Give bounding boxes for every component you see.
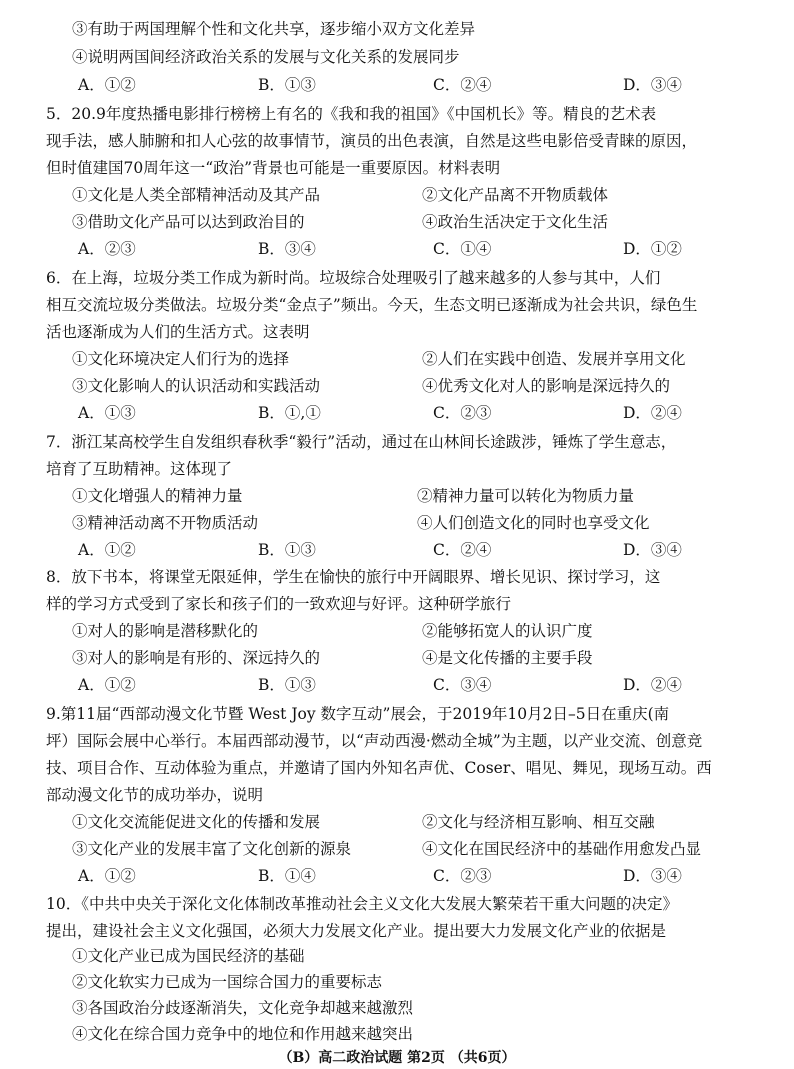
q4-option-b: B．①③ (258, 76, 316, 94)
q10-statement-1: ①文化产业已成为国民经济的基础 (72, 947, 305, 965)
q5-stem-line-1: 5．20.9年度热播电影排行榜榜上有名的《我和我的祖国》《中国机长》等。精良的艺术表 (46, 105, 657, 123)
q4-option-c: C．②④ (433, 76, 492, 94)
q8-statement-3: ③对人的影响是有形的、深远持久的 (72, 649, 321, 667)
q4-statement-3: ③有助于两国理解个性和文化共享，逐步缩小双方文化差异 (72, 20, 476, 38)
q7-statement-3: ③精神活动离不开物质活动 (72, 514, 259, 532)
q8-option-b: B．①③ (258, 676, 316, 694)
q7-statement-4: ④人们创造文化的同时也享受文化 (417, 514, 650, 532)
q6-option-d: D．②④ (623, 404, 682, 422)
page-footer: （B）高二政治试题 第2页 （共6页） (278, 1050, 516, 1066)
q6-options (78, 402, 758, 424)
q5-option-a: A．②③ (78, 240, 136, 258)
q6-statements-row-2 (72, 375, 752, 397)
q8-option-d: D．②④ (623, 676, 682, 694)
q5-statement-3: ③借助文化产品可以达到政治目的 (72, 213, 305, 231)
q9-options (78, 865, 758, 887)
q8-stem-line-2: 样的学习方式受到了家长和孩子们的一致欢迎与好评。这种研学旅行 (46, 595, 512, 613)
q5-stem-line-2: 现手法，感人肺腑和扣人心弦的故事情节，演员的出色表演，自然是这些电影倍受青睐的原因， (46, 132, 698, 150)
q6-statement-1: ①文化环境决定人们行为的选择 (72, 350, 290, 368)
q8-option-a: A．①② (78, 676, 136, 694)
q9-statement-2: ②文化与经济相互影响、相互交融 (422, 813, 655, 831)
q7-stem-line-2: 培育了互助精神。这体现了 (46, 460, 233, 478)
q8-stem-line-1: 8．放下书本，将课堂无限延伸，学生在愉快的旅行中开阔眼界、增长见识、探讨学习，这 (46, 568, 661, 586)
q8-statement-4: ④是文化传播的主要手段 (422, 649, 593, 667)
q5-options (78, 238, 758, 260)
q10-statement-4: ④文化在综合国力竞争中的地位和作用越来越突出 (72, 1025, 414, 1043)
q4-option-d: D．③④ (623, 76, 682, 94)
q8-statements-row-2 (72, 647, 752, 669)
q10-stem-line-2: 提出，建设社会主义文化强国，必须大力发展文化产业。提出要大力发展文化产业的依据是 (46, 922, 667, 940)
q7-options (78, 539, 758, 561)
q9-stem-line-1: 9.第11届“西部动漫文化节暨 West Joy 数字互动”展会，于2019年10月2日–5日在重庆(南 (46, 705, 670, 723)
q7-statement-1: ①文化增强人的精神力量 (72, 487, 243, 505)
q7-stem-line-1: 7．浙江某高校学生自发组织春秋季“毅行”活动，通过在山林间长途跋涉，锤炼了学生意志， (46, 433, 677, 451)
q5-option-c: C．①④ (433, 240, 492, 258)
q7-option-b: B．①③ (258, 541, 316, 559)
q6-option-c: C．②③ (433, 404, 492, 422)
q5-option-d: D．①② (623, 240, 682, 258)
q9-stem-line-2: 坪）国际会展中心举行。本届西部动漫节，以“声动西漫·燃动全城”为主题，以产业交流、创意竞 (46, 732, 703, 750)
q7-statements-row-2 (72, 512, 752, 534)
q5-statement-1: ①文化是人类全部精神活动及其产品 (72, 186, 321, 204)
q4-options (78, 74, 758, 96)
q8-statement-2: ②能够拓宽人的认识广度 (422, 622, 593, 640)
q10-stem-line-1: 10．《中共中央关于深化文化体制改革推动社会主义文化大发展大繁荣若干重大问题的决定》 (46, 895, 678, 913)
q6-stem-line-3: 活也逐渐成为人们的生活方式。这表明 (46, 323, 310, 341)
q7-option-c: C．②④ (433, 541, 492, 559)
q9-statement-1: ①文化交流能促进文化的传播和发展 (72, 813, 321, 831)
q7-statement-2: ②精神力量可以转化为物质力量 (417, 487, 635, 505)
q7-option-a: A．①② (78, 541, 136, 559)
q9-stem-line-4: 部动漫文化节的成功举办，说明 (46, 786, 264, 804)
q4-statement-4: ④说明两国间经济政治关系的发展与文化关系的发展同步 (72, 48, 460, 66)
q7-option-d: D．③④ (623, 541, 682, 559)
q6-statement-2: ②人们在实践中创造、发展并享用文化 (422, 350, 686, 368)
q5-statements-row-2 (72, 211, 752, 233)
q9-statements-row-1 (72, 811, 752, 833)
q5-statement-4: ④政治生活决定于文化生活 (422, 213, 609, 231)
q9-option-b: B．①④ (258, 867, 316, 885)
q9-option-a: A．①② (78, 867, 136, 885)
q6-stem-line-1: 6．在上海，垃圾分类工作成为新时尚。垃圾综合处理吸引了越来越多的人参与其中，人们 (46, 269, 661, 287)
q6-statement-3: ③文化影响人的认识活动和实践活动 (72, 377, 321, 395)
q7-statements-row-1 (72, 485, 752, 507)
q9-statements-row-2 (72, 838, 752, 860)
q6-stem-line-2: 相互交流垃圾分类做法。垃圾分类“金点子”频出。今天，生态文明已逐渐成为社会共识，绿色生 (46, 296, 698, 314)
q9-statement-3: ③文化产业的发展丰富了文化创新的源泉 (72, 840, 352, 858)
q5-stem-line-3: 但时值建国70周年这一“政治”背景也可能是一重要原因。材料表明 (46, 159, 501, 177)
q10-statement-2: ②文化软实力已成为一国综合国力的重要标志 (72, 973, 383, 991)
q8-statements-row-1 (72, 620, 752, 642)
q6-statement-4: ④优秀文化对人的影响是深远持久的 (422, 377, 671, 395)
q5-statements-row-1 (72, 184, 752, 206)
q6-statements-row-1 (72, 348, 752, 370)
q6-option-b: B．①,① (258, 404, 321, 422)
q9-option-d: D．③④ (623, 867, 682, 885)
q9-option-c: C．②③ (433, 867, 492, 885)
q8-option-c: C．③④ (433, 676, 492, 694)
q5-statement-2: ②文化产品离不开物质载体 (422, 186, 609, 204)
q4-option-a: A．①② (78, 76, 136, 94)
q6-option-a: A．①③ (78, 404, 136, 422)
q9-statement-4: ④文化在国民经济中的基础作用愈发凸显 (422, 840, 702, 858)
q8-options (78, 674, 758, 696)
q5-option-b: B．③④ (258, 240, 316, 258)
q9-stem-line-3: 技、项目合作、互动体验为重点，并邀请了国内外知名声优、Coser、唱见、舞见，现场互动。西 (46, 759, 712, 777)
q10-statement-3: ③各国政治分歧逐渐消失，文化竞争却越来越激烈 (72, 999, 414, 1017)
q8-statement-1: ①对人的影响是潜移默化的 (72, 622, 259, 640)
